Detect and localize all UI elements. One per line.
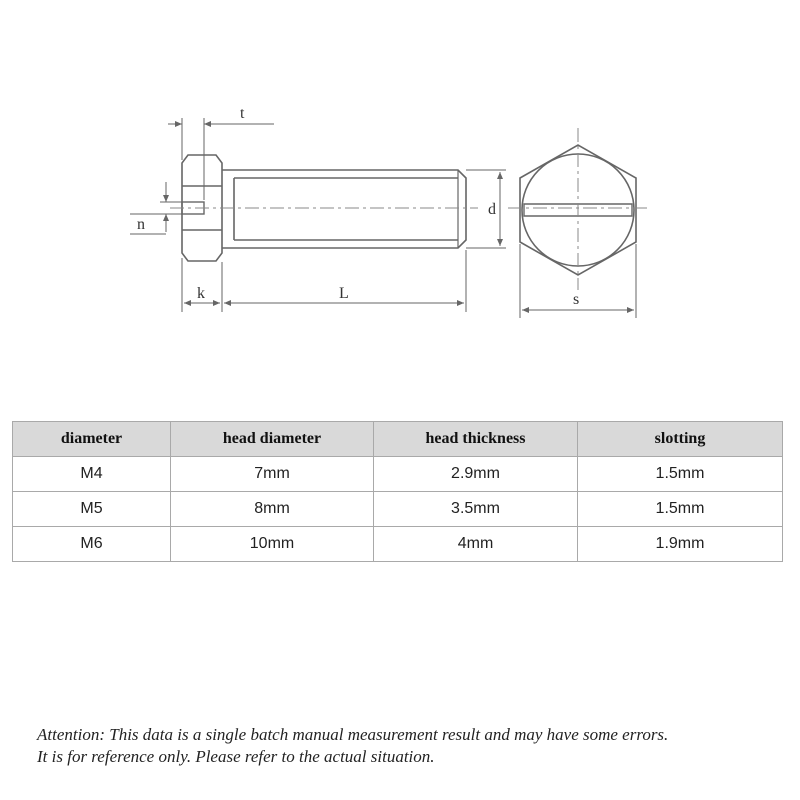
cell-head-thickness: 4mm (374, 527, 578, 562)
cell-diameter: M4 (13, 457, 171, 492)
bolt-shank-side-view (222, 170, 466, 248)
header-diameter: diameter (13, 422, 171, 457)
label-n: n (137, 216, 145, 233)
table-row (13, 527, 783, 562)
cell-diameter: M6 (13, 527, 171, 562)
cell-head-thickness: 3.5mm (374, 492, 578, 527)
cell-slotting: 1.5mm (578, 457, 783, 492)
label-t: t (240, 105, 245, 122)
table-row (13, 492, 783, 527)
cell-head-thickness: 2.9mm (374, 457, 578, 492)
note-line-2: It is for reference only. Please refer to the actual situation. (37, 747, 435, 766)
header-head-diameter: head diameter (171, 422, 374, 457)
cell-slotting: 1.9mm (578, 527, 783, 562)
label-L: L (339, 285, 349, 302)
table-row (13, 457, 783, 492)
attention-note (37, 724, 777, 768)
note-line-1: Attention: This data is a single batch manual measurement result and may have some errors. (37, 725, 669, 744)
label-s: s (573, 291, 580, 308)
cell-head-diameter: 7mm (171, 457, 374, 492)
cell-slotting: 1.5mm (578, 492, 783, 527)
header-head-thickness: head thickness (374, 422, 578, 457)
table-header-row (13, 422, 783, 457)
cell-diameter: M5 (13, 492, 171, 527)
spec-table (12, 421, 783, 562)
label-k: k (197, 285, 205, 302)
cell-head-diameter: 8mm (171, 492, 374, 527)
header-slotting: slotting (578, 422, 783, 457)
label-d: d (488, 201, 496, 218)
cell-head-diameter: 10mm (171, 527, 374, 562)
